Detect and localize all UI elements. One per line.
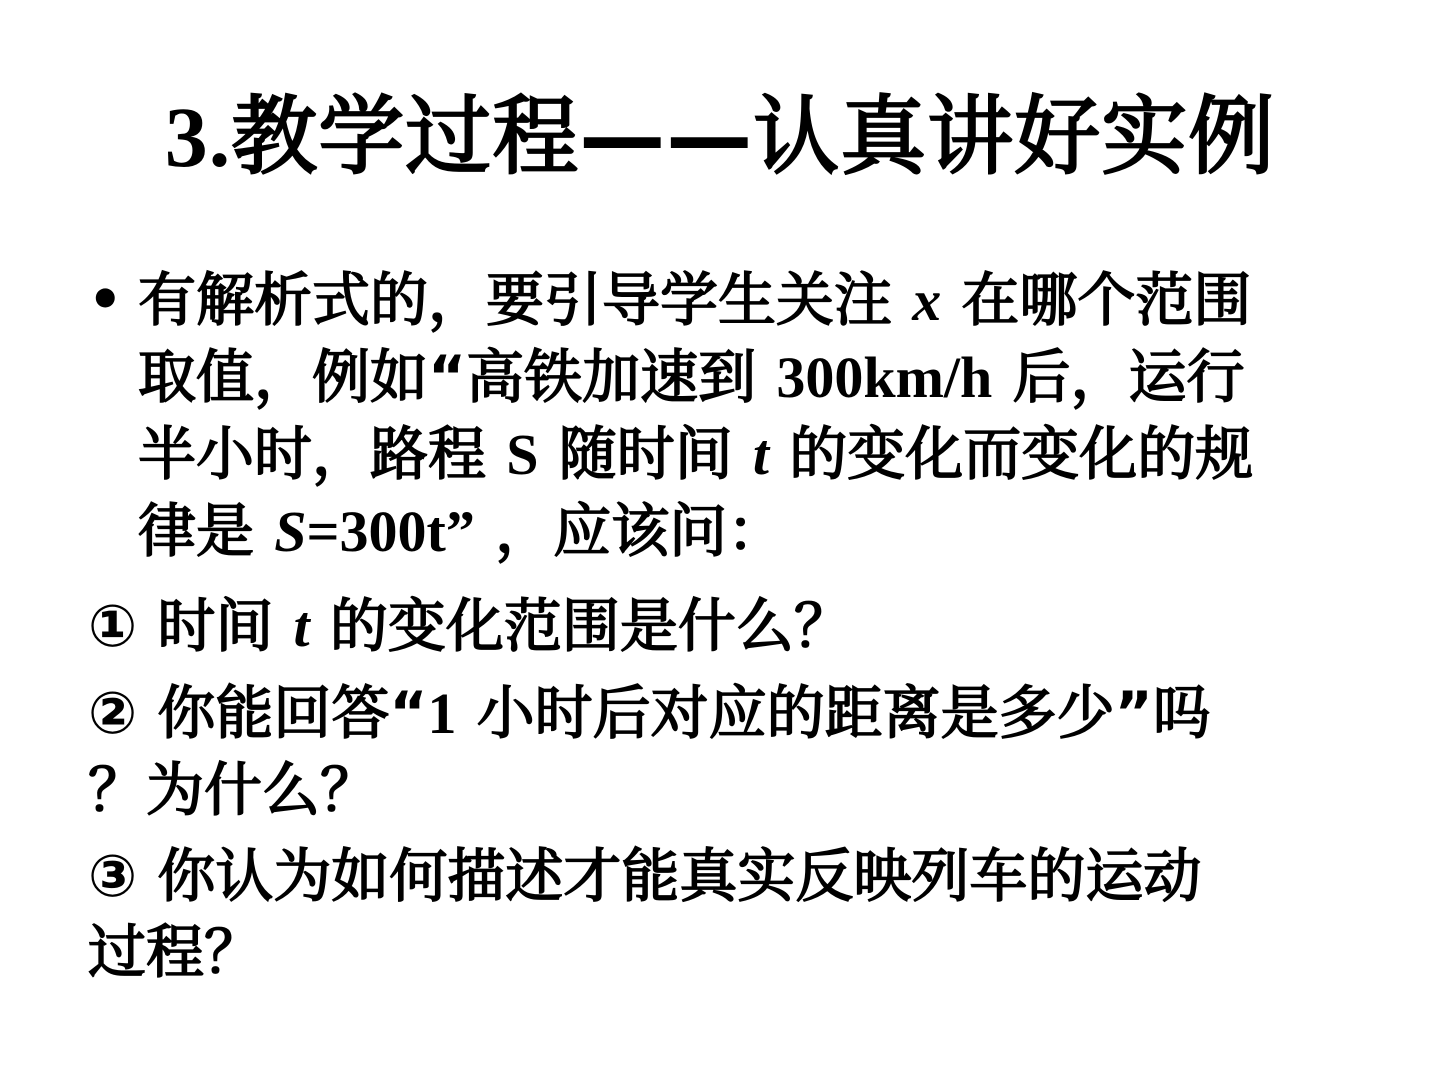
text-segment: 律是 — [138, 497, 255, 565]
text-segment: 取值，例如“高铁加速到 — [138, 343, 757, 411]
circled-two-icon: ② — [88, 679, 138, 747]
text-segment: 时间 — [157, 592, 274, 660]
speed-value: 300km/h — [776, 345, 993, 410]
circled-three-icon: ③ — [88, 842, 138, 910]
text-segment: 半小时，路程 — [138, 420, 487, 488]
question-3 — [88, 830, 1368, 990]
formula-variable-s: S — [274, 499, 307, 564]
bullet-paragraph — [88, 262, 1368, 570]
question-1-line — [88, 588, 1368, 665]
slide-title — [0, 82, 1440, 192]
text-segment: 你认为如何描述才能真实反映列车的运动 — [157, 842, 1202, 910]
text-segment: 后，运行 — [1012, 343, 1245, 411]
variable-t: t — [752, 422, 770, 487]
text-segment: 的变化而变化的规 — [789, 420, 1254, 488]
question-2-line-1 — [88, 675, 1368, 752]
title-text: 教学过程——认真讲好实例 — [231, 87, 1276, 187]
variable-x: x — [912, 268, 942, 333]
bullet-line-4 — [138, 493, 1368, 570]
title-number: 3. — [164, 89, 232, 185]
variable-t: t — [293, 594, 310, 659]
formula-rest: =300t” — [306, 499, 475, 564]
bullet-line-2 — [138, 339, 1368, 416]
text-segment: 小时后对应的距离是多少”吗 — [476, 679, 1211, 747]
question-2 — [88, 667, 1368, 828]
circled-one-icon: ① — [88, 592, 138, 660]
text-segment: 的变化范围是什么？ — [329, 592, 852, 660]
bullet-line-1 — [138, 262, 1368, 339]
hour-value: 1 — [427, 681, 457, 746]
text-segment: 随时间 — [558, 420, 733, 488]
slide-body — [88, 262, 1368, 990]
question-1 — [88, 580, 1368, 665]
text-segment: ，应该问： — [495, 497, 786, 565]
text-segment: 有解析式的，要引导学生关注 — [138, 266, 893, 334]
variable-s: S — [506, 422, 539, 487]
text-segment: 你能回答“ — [157, 679, 428, 747]
bullet-line-3 — [138, 416, 1368, 493]
question-2-line-2: ？为什么？ — [88, 756, 379, 824]
question-3-line-2: 过程？ — [88, 918, 263, 986]
bullet-dot-icon: • — [88, 268, 123, 331]
text-segment: 在哪个范围 — [961, 266, 1252, 334]
question-3-line-1 — [88, 838, 1368, 914]
